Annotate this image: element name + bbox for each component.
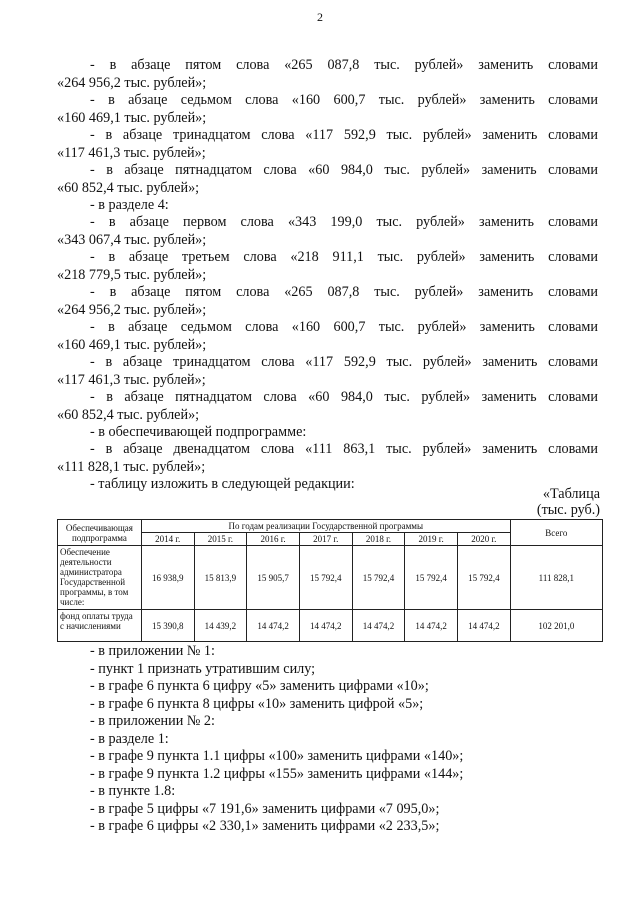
paragraph-continuation: «117 461,3 тыс. рублей»; — [57, 372, 206, 388]
table-cell: 15 792,4 — [299, 546, 352, 610]
paragraph-continuation: «343 067,4 тыс. рублей»; — [57, 232, 207, 248]
paragraph-line: - в абзаце тринадцатом слова «117 592,9 тыс. рублей» заменить словами — [90, 354, 598, 370]
paragraph-line: - в абзаце первом слова «343 199,0 тыс. рублей» заменить словами — [90, 214, 598, 230]
paragraph-continuation: «160 469,1 тыс. рублей»; — [57, 110, 207, 126]
year-header: 2015 г. — [194, 533, 247, 546]
section-heading: - в разделе 4: — [90, 197, 169, 213]
paragraph-continuation: «60 852,4 тыс. рублей»; — [57, 407, 200, 423]
paragraph-line: - в абзаце тринадцатом слова «117 592,9 тыс. рублей» заменить словами — [90, 127, 598, 143]
table-cell: 14 439,2 — [194, 610, 247, 642]
table-cell: 14 474,2 — [457, 610, 510, 642]
col-header-subprogram: Обеспечивающая подпрограмма — [58, 520, 142, 546]
paragraph-line: - в абзаце седьмом слова «160 600,7 тыс. рублей» заменить словами — [90, 319, 598, 335]
paragraph-line: - в абзаце третьем слова «218 911,1 тыс. рублей» заменить словами — [90, 249, 598, 265]
table-row — [58, 610, 603, 642]
table-cell: 15 792,4 — [352, 546, 405, 610]
paragraph-continuation: «111 828,1 тыс. рублей»; — [57, 459, 206, 475]
table-intro: - таблицу изложить в следующей редакции: — [90, 476, 355, 492]
table-cell: 16 938,9 — [141, 546, 194, 610]
list-item: - в приложении № 2: — [90, 713, 215, 729]
paragraph-line: - в абзаце двенадцатом слова «111 863,1 тыс. рублей» заменить словами — [90, 441, 598, 457]
table-cell: 15 905,7 — [247, 546, 300, 610]
paragraph-continuation: «264 956,2 тыс. рублей»; — [57, 75, 207, 91]
page-number: 2 — [317, 10, 323, 24]
list-item: - в приложении № 1: — [90, 643, 215, 659]
table-cell-total: 111 828,1 — [510, 546, 602, 610]
year-header: 2014 г. — [141, 533, 194, 546]
list-item: - пункт 1 признать утратившим силу; — [90, 661, 316, 677]
table-cell: 14 474,2 — [405, 610, 458, 642]
row-label: фонд оплаты труда с начислениями — [58, 610, 142, 642]
table-cell: 15 390,8 — [141, 610, 194, 642]
year-header: 2016 г. — [247, 533, 300, 546]
table-cell-total: 102 201,0 — [510, 610, 602, 642]
year-header: 2020 г. — [457, 533, 510, 546]
subprogram-heading: - в обеспечивающей подпрограмме: — [90, 424, 307, 440]
paragraph-continuation: «218 779,5 тыс. рублей»; — [57, 267, 207, 283]
row-label: Обеспечение деятельности администратора Государственной программы, в том числе: — [58, 546, 142, 610]
table-cell: 14 474,2 — [247, 610, 300, 642]
col-header-total: Всего — [510, 520, 602, 546]
list-item: - в графе 9 пункта 1.1 цифры «100» заменить цифрами «140»; — [90, 748, 464, 764]
list-item: - в разделе 1: — [90, 731, 169, 747]
paragraph-line: - в абзаце седьмом слова «160 600,7 тыс. рублей» заменить словами — [90, 92, 598, 108]
list-item: - в пункте 1.8: — [90, 783, 176, 799]
list-item: - в графе 6 цифры «2 330,1» заменить цифрами «2 233,5»; — [90, 818, 440, 834]
table-cell: 15 792,4 — [405, 546, 458, 610]
paragraph-continuation: «60 852,4 тыс. рублей»; — [57, 180, 200, 196]
year-header: 2018 г. — [352, 533, 405, 546]
paragraph-continuation: «160 469,1 тыс. рублей»; — [57, 337, 207, 353]
list-item: - в графе 9 пункта 1.2 цифры «155» заменить цифрами «144»; — [90, 766, 464, 782]
table-header-row — [58, 520, 603, 533]
list-item: - в графе 5 цифры «7 191,6» заменить цифрами «7 095,0»; — [90, 801, 440, 817]
paragraph-continuation: «117 461,3 тыс. рублей»; — [57, 145, 206, 161]
table-caption: «Таблица — [542, 486, 600, 502]
table-cell: 15 792,4 — [457, 546, 510, 610]
table-cell: 15 813,9 — [194, 546, 247, 610]
paragraph-line: - в абзаце пятом слова «265 087,8 тыс. рублей» заменить словами — [90, 57, 598, 73]
paragraph-line: - в абзаце пятом слова «265 087,8 тыс. рублей» заменить словами — [90, 284, 598, 300]
table-cell: 14 474,2 — [299, 610, 352, 642]
table-row — [58, 546, 603, 610]
col-header-years-group: По годам реализации Государственной программы — [141, 520, 510, 533]
table-units: (тыс. руб.) — [536, 502, 600, 518]
year-header: 2019 г. — [405, 533, 458, 546]
year-header: 2017 г. — [299, 533, 352, 546]
budget-table — [57, 519, 603, 642]
list-item: - в графе 6 пункта 8 цифры «10» заменить цифрой «5»; — [90, 696, 424, 712]
list-item: - в графе 6 пункта 6 цифру «5» заменить цифрами «10»; — [90, 678, 429, 694]
paragraph-line: - в абзаце пятнадцатом слова «60 984,0 тыс. рублей» заменить словами — [90, 389, 598, 405]
paragraph-line: - в абзаце пятнадцатом слова «60 984,0 тыс. рублей» заменить словами — [90, 162, 598, 178]
paragraph-continuation: «264 956,2 тыс. рублей»; — [57, 302, 207, 318]
table-cell: 14 474,2 — [352, 610, 405, 642]
